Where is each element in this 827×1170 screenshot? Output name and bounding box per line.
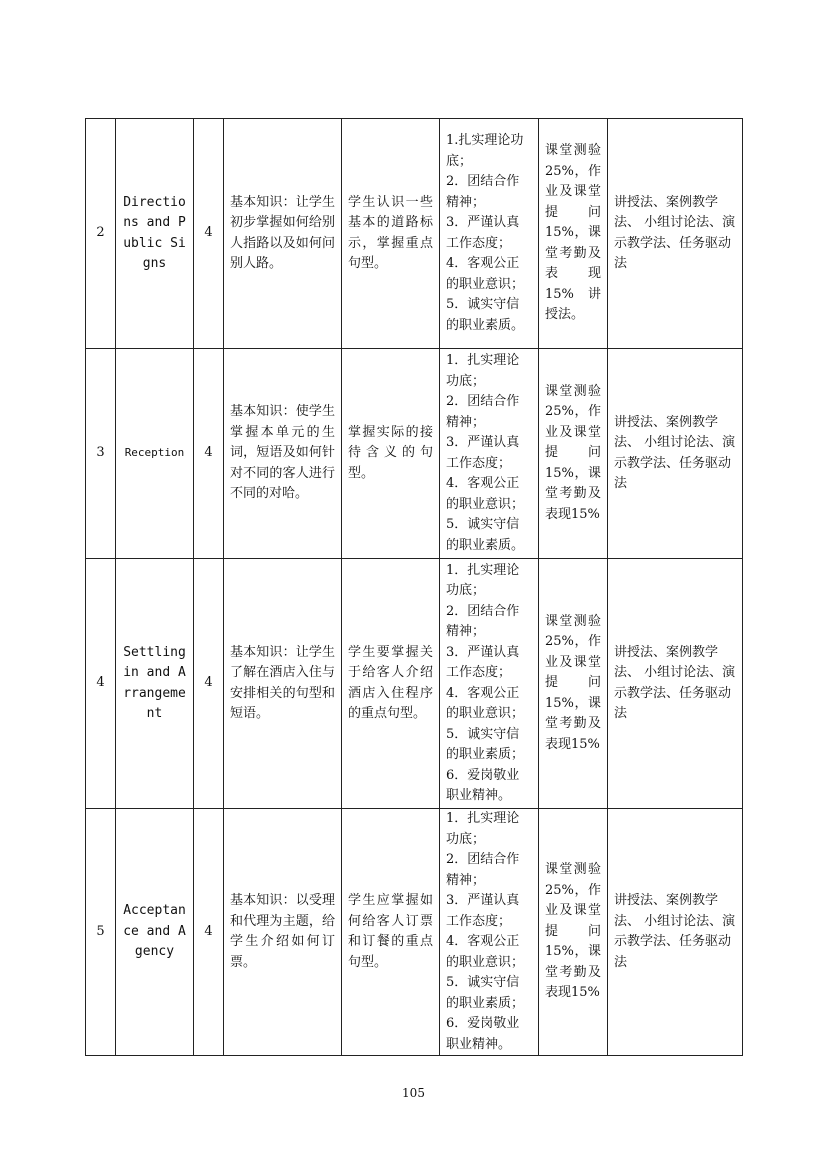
unit-number: 2 (86, 119, 116, 349)
unit-assessment: 课堂测验25%，作业及课堂提问15%，课堂考勤及表现 15% 讲授法。 (539, 119, 608, 349)
unit-content: 基本知识：让学生初步掌握如何给别人指路以及如何问别人路。 (224, 119, 342, 349)
unit-content: 基本知识：以受理和代理为主题，给学生介绍如何订票。 (224, 809, 342, 1056)
course-plan-table (85, 118, 743, 1056)
unit-hours: 4 (194, 119, 224, 349)
unit-title: Settling in and Arrangement (116, 559, 194, 809)
unit-goal: 学生认识一些基本的道路标示，掌握重点句型。 (342, 119, 440, 349)
unit-number: 4 (86, 559, 116, 809)
table-row (86, 119, 743, 349)
unit-quality: 1．扎实理论功底； 2．团结合作精神； 3．严谨认真工作态度； 4．客观公正的职业意识； 5．诚实守信的职业素质； 6．爱岗敬业职业精神。 (446, 811, 525, 1052)
unit-method: 讲授法、案例教学法、 小组讨论法、演示教学法、任务驱动法 (608, 559, 743, 809)
unit-hours: 4 (194, 809, 224, 1056)
table-row (86, 809, 743, 1056)
unit-quality: 1．扎实理论功底； 2．团结合作精神； 3．严谨认真工作态度； 4．客观公正的职业意识； 5．诚实守信的职业素质； 6．爱岗敬业职业精神。 (446, 562, 525, 803)
unit-assessment: 课堂测验25%，作业及课堂提问15%，课堂考勤及表现15% (539, 559, 608, 809)
unit-hours: 4 (194, 349, 224, 559)
table-row (86, 349, 743, 559)
table-row (86, 559, 743, 809)
unit-goal: 学生要掌握关于给客人介绍酒店入住程序的重点句型。 (342, 559, 440, 809)
unit-method: 讲授法、案例教学法、 小组讨论法、演示教学法、任务驱动法 (608, 119, 743, 349)
unit-assessment: 课堂测验25%，作业及课堂提问15%，课堂考勤及表现15% (539, 349, 608, 559)
unit-title: Acceptance and Agency (116, 809, 194, 1056)
unit-quality: 1.扎实理论功底； 2．团结合作精神； 3．严谨认真工作态度； 4．客观公正的职业意识； 5．诚实守信的职业素质。 (446, 133, 525, 333)
unit-title: Directions and Public Signs (116, 119, 194, 349)
page-number: 105 (402, 1086, 425, 1100)
unit-number: 3 (86, 349, 116, 559)
unit-goal: 学生应掌握如何给客人订票和订餐的重点句型。 (342, 809, 440, 1056)
unit-number: 5 (86, 809, 116, 1056)
unit-hours: 4 (194, 559, 224, 809)
unit-title: Reception (116, 349, 194, 559)
unit-method: 讲授法、案例教学法、 小组讨论法、演示教学法、任务驱动法 (608, 809, 743, 1056)
unit-goal: 掌握实际的接待含义的句型。 (342, 349, 440, 559)
unit-content: 基本知识：使学生掌握本单元的生词，短语及如何针对不同的客人进行不同的对哈。 (224, 349, 342, 559)
unit-quality: 1．扎实理论功底； 2．团结合作精神； 3．严谨认真工作态度； 4．客观公正的职业意识； 5．诚实守信的职业素质。 (446, 353, 525, 553)
unit-method: 讲授法、案例教学法、 小组讨论法、演示教学法、任务驱动法 (608, 349, 743, 559)
unit-assessment: 课堂测验25%，作业及课堂提问15%，课堂考勤及表现15% (539, 809, 608, 1056)
unit-content: 基本知识：让学生了解在酒店入住与安排相关的句型和短语。 (224, 559, 342, 809)
